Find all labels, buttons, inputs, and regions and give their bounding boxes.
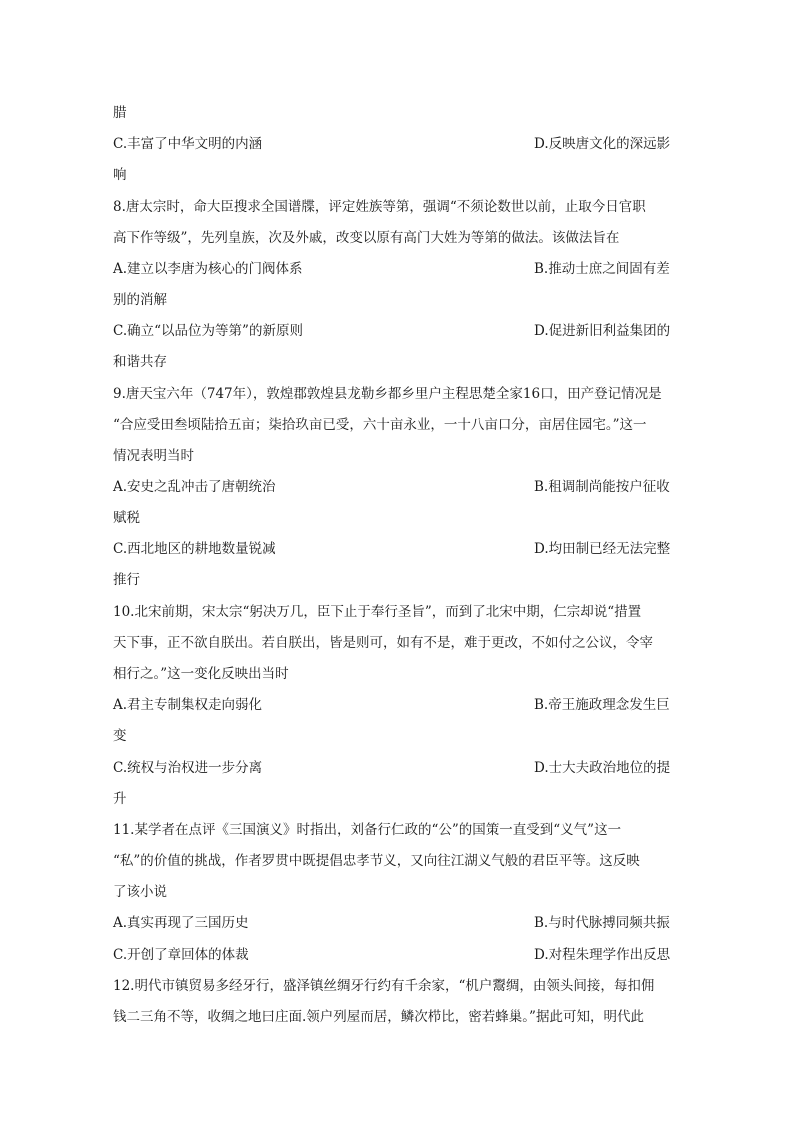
question-9-text: “合应受田叁顷陆拾五亩；柒拾玖亩已受，六十亩永业，一十八亩口分，亩居住园宅。”这一 [113,417,647,433]
question-10-text: 天下事，正不欲自朕出。若自朕出，皆是则可，如有不是，难于更改，不如付之公议，令宰 [113,635,653,651]
option-d: D.反映唐文化的深远影 [534,136,671,152]
question-12-text: 12.明代市镇贸易多经牙行，盛泽镇丝绸牙行约有千余家，“机户鬻绸，由领头间接，每扣佣 [113,978,655,994]
text-line: 推行 [113,572,140,588]
text-line: 赋税 [113,510,140,526]
option-b: B.与时代脉搏同频共振 [534,915,670,931]
option-c: C.丰富了中华文明的内涵 [113,136,263,152]
text-line: 升 [113,791,127,807]
question-10-text: 10.北宋前期，宋太宗“躬决万几，臣下止于奉行圣旨”，而到了北宋中期，仁宗却说“措置 [113,604,642,620]
option-a: A.建立以李唐为核心的门阀体系 [113,261,303,277]
question-10-text: 相行之。”这一变化反映出当时 [113,666,289,682]
question-12-text: 钱二三角不等，收绸之地曰庄面.领户列屋而居，鳞次栉比，密若蜂巢。”据此可知，明代此 [113,1009,644,1025]
option-c: C.西北地区的耕地数量锐减 [113,541,276,557]
option-b: B.租调制尚能按户征收 [534,479,670,495]
option-c: C.统权与治权进一步分离 [113,760,263,776]
question-9-text: 情况表明当时 [113,448,194,464]
option-a: A.君主专制集权走向弱化 [113,697,263,713]
option-d: D.士大夫政治地位的提 [534,760,671,776]
question-8-text: 高下作等级”，先列皇族，次及外戚，改变以原有高门大姓为等第的做法。该做法旨在 [113,230,620,246]
option-a: A.安史之乱冲击了唐朝统治 [113,479,276,495]
question-9-text: 9.唐天宝六年（747年），敦煌郡敦煌县龙勒乡都乡里户主程思楚全家16口，田产登记情况是 [113,386,662,402]
option-b: B.帝王施政理念发生巨 [534,697,670,713]
question-11-text: 11.某学者在点评《三国演义》时指出，刘备行仁政的“公”的国策一直受到“义气”这一 [113,822,622,838]
text-line: 响 [113,167,127,183]
text-line: 别的消解 [113,292,167,308]
option-c: C.开创了章回体的体裁 [113,947,249,963]
option-b: B.推动士庶之间固有差 [534,261,670,277]
text-line: 变 [113,728,127,744]
option-d: D.促进新旧利益集团的 [534,323,671,339]
question-11-text: 了该小说 [113,884,167,900]
option-d: D.均田制已经无法完整 [534,541,671,557]
question-8-text: 8.唐太宗时，命大臣搜求全国谱牒，评定姓族等第，强调“不须论数世以前，止取今日官职 [113,199,646,215]
question-11-text: “私”的价值的挑战，作者罗贯中既提倡忠孝节义，又向往江湖义气般的君臣平等。这反映 [113,853,640,869]
option-d: D.对程朱理学作出反思 [534,947,671,963]
text-line: 腊 [113,105,127,121]
option-c: C.确立“以品位为等第”的新原则 [113,323,303,339]
text-line: 和谐共存 [113,354,167,370]
option-a: A.真实再现了三国历史 [113,915,249,931]
